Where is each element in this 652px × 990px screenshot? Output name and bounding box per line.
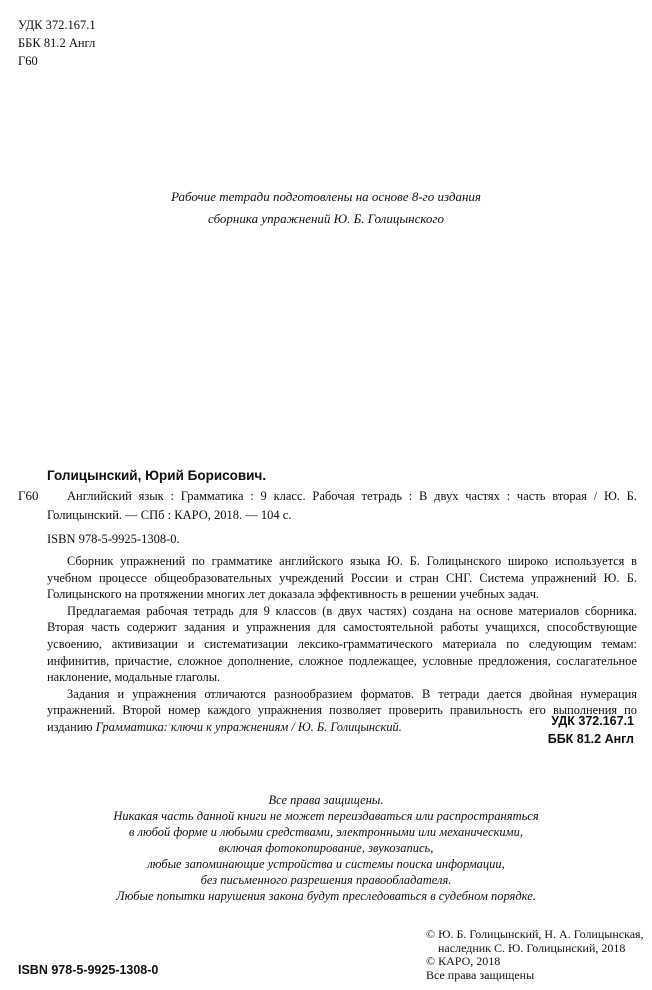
annotation (47, 553, 637, 736)
copyright-line: © Ю. Б. Голицынский, Н. А. Голицынская, (426, 927, 644, 941)
copyright-line: © КАРО, 2018 (426, 954, 501, 968)
edition-note (0, 186, 652, 230)
bbk-code: ББК 81.2 Англ (547, 732, 634, 746)
rights-line: без письменного разрешения правообладателя. (200, 873, 452, 887)
author-sign: Г60 (18, 54, 38, 68)
bbk-code: ББК 81.2 Англ (18, 36, 96, 50)
rights-line: включая фотокопирование, звукозапись, (218, 841, 434, 855)
copyright-block (426, 928, 644, 982)
rights-line: любые запоминающие устройства и системы поиска информации, (147, 857, 505, 871)
annotation-text: Задания и упражнения отличаются разнообразием форматов. В тетради дается двойная нумерация упражнений. Второй номер каждого упражнения позволяет проверить правильность его выполнения по изданию (47, 686, 637, 734)
rights-line: в любой форме и любыми средствами, электронными или механическими, (128, 825, 524, 839)
udk-code: УДК 372.167.1 (551, 714, 634, 728)
annotation-reference: Грамматика: ключи к упражнениям / Ю. Б. Голицынский. (95, 719, 402, 734)
top-classification-codes (18, 16, 96, 70)
annotation-paragraph: Предлагаемая рабочая тетрадь для 9 классов (в двух частях) создана на основе материалов сборника. Вторая часть содержит задания и упражнения для самостоятельной работы учащихся, способствующие усвоению, активизации и систематизации лексико-грамматического материала по следующим темам: инфинитив, причастие, сложное дополнение, сложное подлежащее, условные предложения, сослагательное наклонение, модальные глаголы. (47, 603, 637, 685)
edition-note-line: сборника упражнений Ю. Б. Голицынского (207, 211, 445, 226)
catalog-author-sign: Г60 (18, 488, 39, 503)
rights-line: Никакая часть данной книги не может переиздаваться или распространяться (113, 809, 539, 823)
footer-isbn: ISBN 978-5-9925-1308-0 (18, 963, 159, 977)
rights-line: Все права защищены. (268, 793, 384, 807)
copyright-line: Все права защищены (426, 967, 535, 982)
catalog-isbn: ISBN 978-5-9925-1308-0. (47, 532, 180, 546)
catalog-description: Английский язык : Грамматика : 9 класс. Рабочая тетрадь : В двух частях : часть вторая / Ю. Б. Голицынский. — СПб : КАРО, 2018. — 104 с. (47, 489, 637, 522)
rights-notice (0, 792, 652, 904)
bottom-classification-codes (548, 712, 634, 748)
annotation-paragraph: Сборник упражнений по грамматике английского языка Ю. Б. Голицынского широко используется в учебном процессе общеобразовательных учреждений России и стран СНГ. Система упражнений Ю. Б. Голицынского на протяжении многих лет доказала эффективность в решении учебных задач. (47, 554, 637, 602)
edition-note-line: Рабочие тетради подготовлены на основе 8-го издания (171, 189, 481, 204)
catalog-author: Голицынский, Юрий Борисович. (47, 468, 267, 483)
copyright-line: наследник С. Ю. Голицынский, 2018 (438, 940, 626, 955)
rights-line: Любые попытки нарушения закона будут преследоваться в судебном порядке. (116, 889, 536, 903)
udk-code: УДК 372.167.1 (18, 18, 96, 32)
